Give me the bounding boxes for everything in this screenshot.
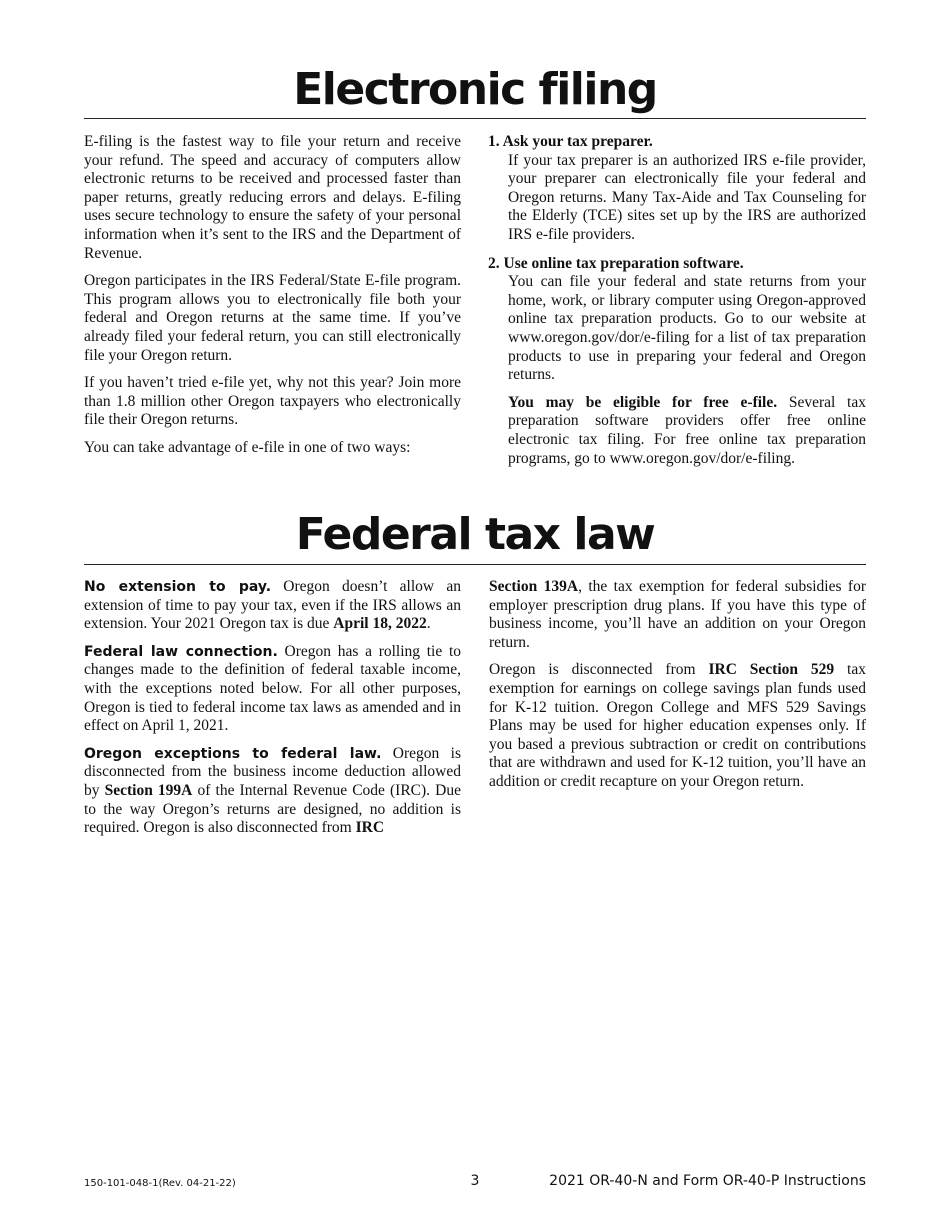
fedlaw-title: Federal tax law bbox=[295, 509, 655, 560]
efiling-join-paragraph: If you haven’t tried e-file yet, why not this year? Join more than 1.8 million other Oregon taxpayers who electronically file their Oregon returns. bbox=[84, 374, 461, 429]
oregon-exceptions-text-2: of the Internal Revenue Code (IRC). Due to the way Oregon’s returns are designed, no addition is required. Oregon is also disconnected from bbox=[84, 781, 461, 837]
efiling-columns bbox=[84, 133, 866, 478]
efiling-option-software bbox=[488, 255, 866, 469]
option-preparer-text: If your tax preparer is an authorized IRS e-file provider, your preparer can electronically file your federal and Oregon returns. Many Tax-Aide and Tax Counseling for the Elderly (TCE) sites set up by the IRS are authorized IRS e-file providers. bbox=[508, 151, 866, 243]
due-date: April 18, 2022 bbox=[333, 615, 427, 633]
irc-label: IRC bbox=[355, 819, 385, 837]
efiling-title: Electronic filing bbox=[293, 64, 657, 115]
fedlaw-right-column bbox=[489, 578, 866, 847]
fedlaw-left-column bbox=[84, 578, 461, 847]
document-title: 2021 OR-40-N and Form OR-40-P Instructions bbox=[549, 1173, 866, 1189]
no-extension-end: . bbox=[426, 615, 431, 633]
section-139a-paragraph bbox=[489, 578, 866, 652]
option-preparer-heading: 1. Ask your tax preparer. bbox=[488, 133, 653, 150]
irc-section-529: IRC Section 529 bbox=[708, 661, 835, 679]
free-efile-text: Several tax preparation software providers offer free online electronic tax filing. For free online tax preparation programs, go to www.oregon.gov/dor/e-filing. bbox=[508, 393, 866, 467]
section-529-paragraph bbox=[489, 661, 866, 791]
form-number: 150-101-048-1(Rev. 04-21-22) bbox=[84, 1178, 236, 1189]
option-software-body bbox=[508, 273, 866, 468]
page-footer bbox=[84, 1173, 866, 1193]
efiling-left-column bbox=[84, 133, 461, 478]
efiling-option-preparer bbox=[488, 133, 866, 245]
fedlaw-columns bbox=[84, 578, 866, 847]
fedlaw-rule bbox=[84, 564, 866, 565]
option-software-text: You can file your federal and state returns from your home, work, or library computer using Oregon-approved online tax preparation products. Go to our website at www.oregon.gov/dor/e-filing for a list of tax preparation products to use in preparing your federal and Oregon returns. bbox=[508, 273, 866, 384]
document-page bbox=[84, 0, 866, 1230]
option-preparer-body bbox=[508, 152, 866, 245]
no-extension-heading: No extension to pay. bbox=[84, 579, 272, 595]
section-139a-text: , the tax exemption for federal subsidies for employer prescription drug plans. If you have this type of business income, you’ll have an addition on your Oregon return. bbox=[489, 578, 866, 651]
free-efile-bold: You may be eligible for free e-file. bbox=[508, 393, 778, 411]
free-efile-paragraph bbox=[508, 394, 866, 468]
no-extension-paragraph bbox=[84, 578, 461, 634]
efiling-rule bbox=[84, 118, 866, 119]
section-139a: Section 139A bbox=[489, 578, 579, 595]
option-software-heading: 2. Use online tax preparation software. bbox=[488, 254, 744, 272]
section-199a: Section 199A bbox=[104, 781, 193, 799]
section-529-text-2: tax exemption for earnings on college savings plan funds used for K-12 tuition. Oregon College and MFS 529 Savings Plans may be used for higher education expenses only. If you based a previous subtraction or credit on contributions that are withdrawn and used for K-12 tuition, you’ll have an addition or credit recapture on your Oregon return. bbox=[489, 661, 866, 790]
page-number: 3 bbox=[470, 1173, 480, 1189]
federal-connection-text: Oregon has a rolling tie to changes made to the definition of federal taxable income, with the exceptions noted below. For all other purposes, Oregon is tied to federal income tax laws as amended and in effect on April 1, 2021. bbox=[84, 642, 462, 735]
efiling-intro-paragraph: E-filing is the fastest way to file your return and receive your refund. The speed and accuracy of computers allow electronic returns to be received and processed faster than paper returns, greatly reducing errors and delays. E-filing uses secure technology to ensure the safety of your personal information when it’s sent to the IRS and the Department of Revenue. bbox=[84, 133, 461, 262]
federal-connection-paragraph bbox=[84, 643, 461, 736]
efiling-program-paragraph: Oregon participates in the IRS Federal/State E-file program. This program allows you to electronically file both your federal and Oregon returns at the same time. If you’ve already filed your federal return, you can still electronically file your Oregon return. bbox=[84, 272, 461, 364]
no-extension-text: Oregon doesn’t allow an extension of time to pay your tax, even if the IRS allows an extension. Your 2021 Oregon tax is due bbox=[84, 578, 461, 633]
oregon-exceptions-text-1: Oregon is disconnected from the business income deduction allowed by bbox=[84, 744, 461, 799]
efiling-ways-paragraph: You can take advantage of e-file in one of two ways: bbox=[84, 438, 411, 456]
oregon-exceptions-paragraph bbox=[84, 745, 461, 838]
federal-connection-heading: Federal law connection. bbox=[84, 643, 278, 660]
efiling-right-column bbox=[488, 133, 866, 478]
oregon-exceptions-heading: Oregon exceptions to federal law. bbox=[84, 745, 382, 762]
section-529-text-1: Oregon is disconnected from bbox=[489, 661, 709, 679]
